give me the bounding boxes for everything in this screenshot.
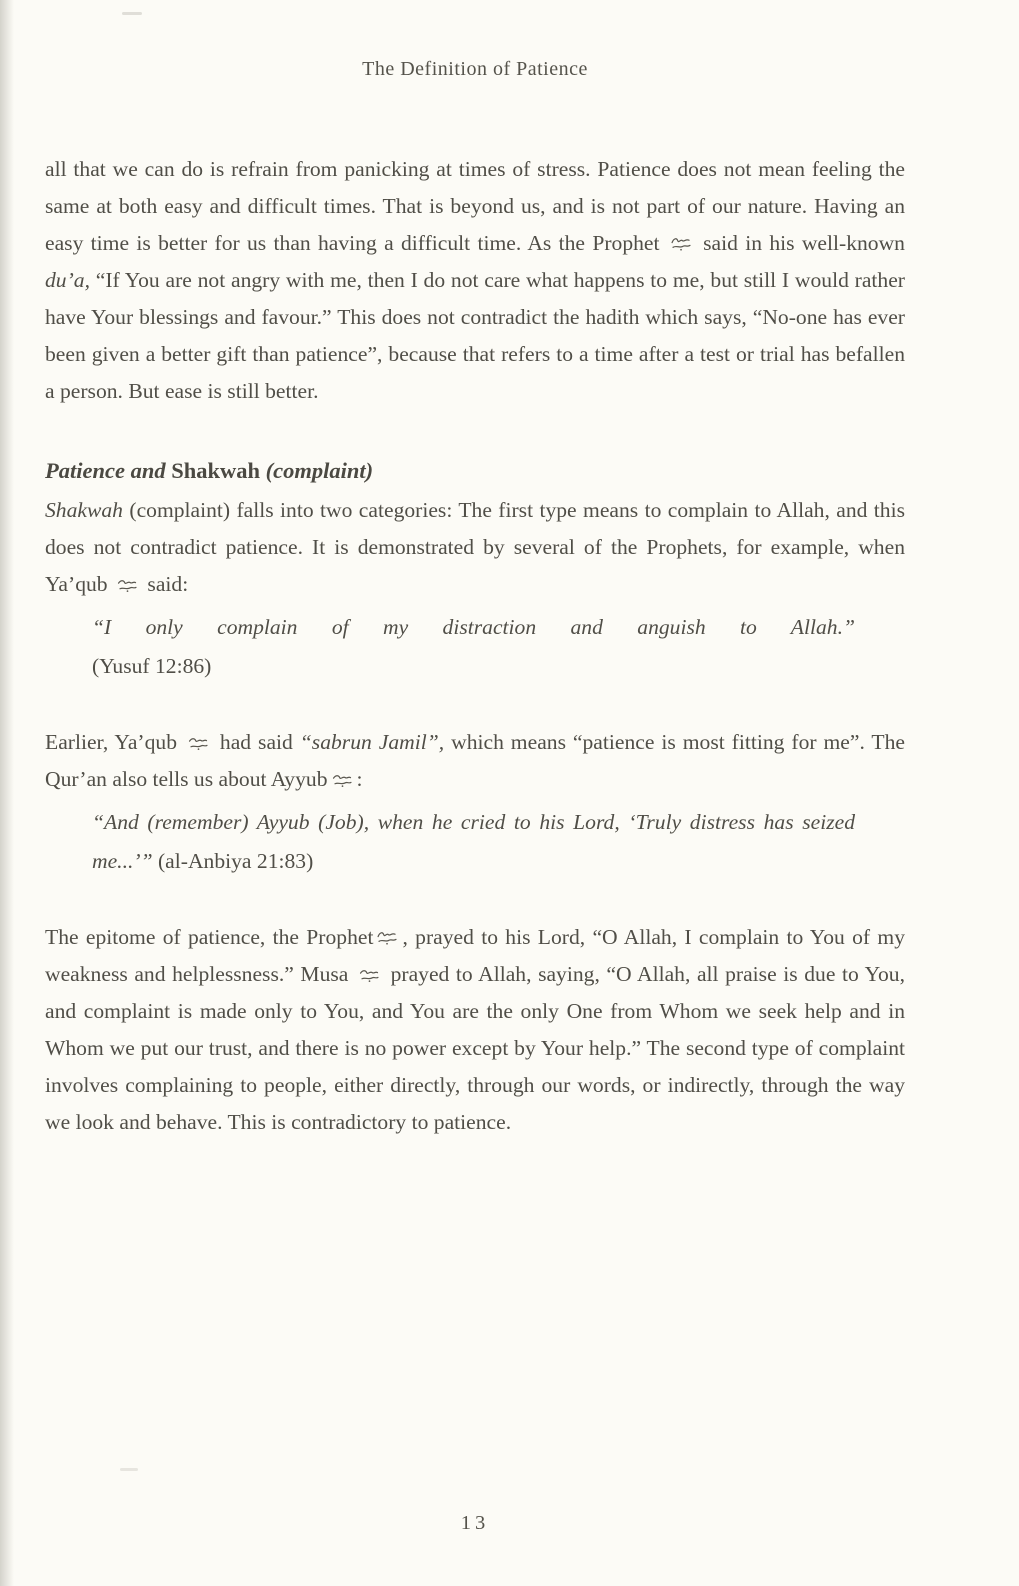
page-number: 13 bbox=[460, 1512, 490, 1534]
heading-segment: Shakwah bbox=[171, 458, 261, 483]
text-segment: said in his well-known bbox=[703, 231, 905, 255]
quote-text-italic: “I only complain of my distraction and anguish to Allah.” bbox=[92, 615, 855, 639]
text-segment-italic: “sabrun Jamil”, bbox=[299, 730, 445, 754]
page-content bbox=[45, 0, 905, 1141]
text-segment: had said bbox=[219, 730, 293, 754]
paragraph-2 bbox=[45, 492, 905, 603]
quote-text-italic: “And (remember) Ayyub (Job), when he cried to his Lord, ‘Truly distress has seized me...’” bbox=[92, 810, 855, 873]
text-segment: prayed to Allah, saying, “O Allah, all praise is due to You, and complaint is made only to You, and You are the only One from Whom we seek help and in Whom we put our trust, and there is no power except by Your help.” The second type of complaint involves complaining to people, either directly, through our words, or indirectly, through the way we look and behave. This is contradictory to patience. bbox=[45, 962, 906, 1134]
heading-segment-italic: (complaint) bbox=[265, 458, 374, 483]
alayhis-salam-calligraphy-icon bbox=[331, 772, 354, 788]
text-segment-italic: du’a, bbox=[45, 268, 90, 292]
quote-citation: (Yusuf 12:86) bbox=[92, 654, 212, 678]
alayhis-salam-calligraphy-icon bbox=[116, 577, 139, 593]
section-heading bbox=[45, 450, 905, 492]
text-segment: which means “patience is most fitting for me”. The Qur’an also tells us about Ayyub bbox=[45, 730, 906, 791]
text-segment: (complaint) falls into two categories: The first type means to complain to Allah, and this does not contradict patience. It is demonstrated by several of the Prophets, for example, when Ya’qub bbox=[45, 498, 905, 596]
text-segment: “If You are not angry with me, then I do not care what happens to me, but still I would rather have Your blessings and favour.” This does not contradict the hadith which says, “No-one has ever been given a better gift than patience”, because that refers to a time after a test or trial has befallen a person. But ease is still better. bbox=[45, 268, 905, 403]
text-segment: The epitome of patience, the Prophet bbox=[45, 925, 374, 949]
heading-segment-italic: Patience and bbox=[45, 458, 166, 483]
text-segment: all that we can do is refrain from panicking at times of stress. Patience does not mean feeling the same at both easy and difficult times. That is beyond us, and is not part of our nature. Having an easy time is better for us than having a difficult time. As the Prophet bbox=[45, 157, 905, 255]
text-segment-italic: Shakwah bbox=[45, 498, 123, 522]
scan-artifact bbox=[120, 1468, 138, 1471]
text-segment: Earlier, Ya’qub bbox=[45, 730, 178, 754]
running-header: The Definition of Patience bbox=[362, 58, 588, 80]
text-segment: said: bbox=[147, 572, 189, 596]
quote-citation: (al-Anbiya 21:83) bbox=[157, 849, 314, 873]
text-segment: , prayed to his Lord, “O Allah, I complain to You of my weakness and helplessness.” Musa bbox=[45, 925, 905, 986]
paragraph-1 bbox=[45, 151, 905, 410]
alayhis-salam-calligraphy-icon bbox=[358, 967, 381, 983]
quran-quote-2 bbox=[92, 803, 855, 881]
quran-quote-1 bbox=[92, 608, 855, 686]
text-segment: : bbox=[356, 767, 363, 791]
pbuh-calligraphy-icon bbox=[670, 236, 693, 252]
paragraph-3 bbox=[45, 724, 905, 798]
pbuh-calligraphy-icon bbox=[376, 930, 399, 946]
scan-gutter-shadow bbox=[0, 0, 14, 1586]
alayhis-salam-calligraphy-icon bbox=[187, 735, 210, 751]
paragraph-4 bbox=[45, 919, 905, 1141]
